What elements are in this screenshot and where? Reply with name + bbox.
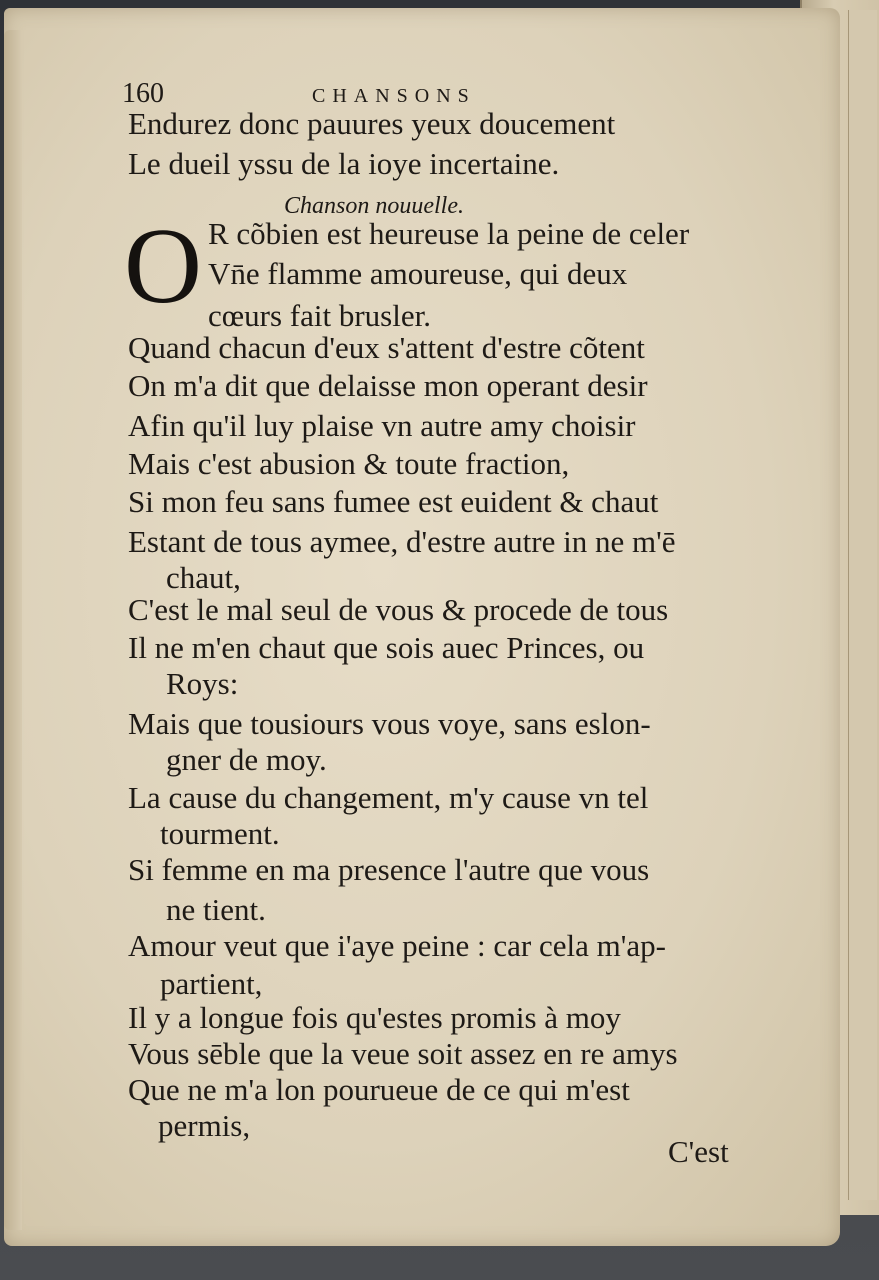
- drop-cap: O: [124, 207, 202, 326]
- catchword: C'est: [668, 1134, 729, 1169]
- verse-line-continuation: Roys:: [166, 666, 239, 701]
- verse-line: cœurs fait brusler.: [208, 298, 431, 333]
- opening-line: Le dueil yssu de la ioye incertaine.: [128, 146, 560, 181]
- verse-line: La cause du changement, m'y cause vn tel: [128, 780, 649, 815]
- verse-line-continuation: chaut,: [166, 560, 241, 595]
- verse-line-continuation: ne tient.: [166, 892, 266, 927]
- verse-line: Quand chacun d'eux s'attent d'estre cõtent: [128, 330, 645, 365]
- verse-line-continuation: tourment.: [160, 816, 280, 851]
- verse-line-continuation: permis,: [158, 1108, 251, 1143]
- verse-line: Amour veut que i'aye peine : car cela m'ap-: [128, 928, 666, 963]
- verse-line: Vn̄e flamme amoureuse, qui deux: [208, 256, 628, 291]
- verse-line: Si mon feu sans fumee est euident & chaut: [128, 484, 659, 519]
- song-title: Chanson nouuelle.: [284, 193, 464, 219]
- page-number: 160: [122, 78, 164, 109]
- opening-line: Endurez donc pauures yeux doucement: [128, 106, 616, 141]
- verse-line: Estant de tous aymee, d'estre autre in ne m'ē: [128, 524, 676, 559]
- verse-line: Que ne m'a lon pourueue de ce qui m'est: [128, 1072, 630, 1107]
- running-head: CHANSONS: [312, 85, 476, 107]
- verse-line-continuation: gner de moy.: [166, 742, 327, 777]
- verse-line: Si femme en ma presence l'autre que vous: [128, 852, 650, 887]
- verse-line: C'est le mal seul de vous & procede de tous: [128, 592, 669, 627]
- verse-line: Il y a longue fois qu'estes promis à moy: [128, 1000, 621, 1035]
- verse-line-continuation: partient,: [160, 966, 263, 1001]
- verse-line: Afin qu'il luy plaise vn autre amy choisir: [128, 408, 636, 443]
- verse-line: Mais que tousiours vous voye, sans eslon-: [128, 706, 651, 741]
- verse-line: On m'a dit que delaisse mon operant desir: [128, 368, 648, 403]
- verse-line: R cõbien est heureuse la peine de celer: [208, 216, 690, 251]
- verse-line: Mais c'est abusion & toute fraction,: [128, 446, 570, 481]
- verse-line: Il ne m'en chaut que sois auec Princes, ou: [128, 630, 645, 665]
- verse-line: Vous sēble que la veue soit assez en re amys: [128, 1036, 678, 1071]
